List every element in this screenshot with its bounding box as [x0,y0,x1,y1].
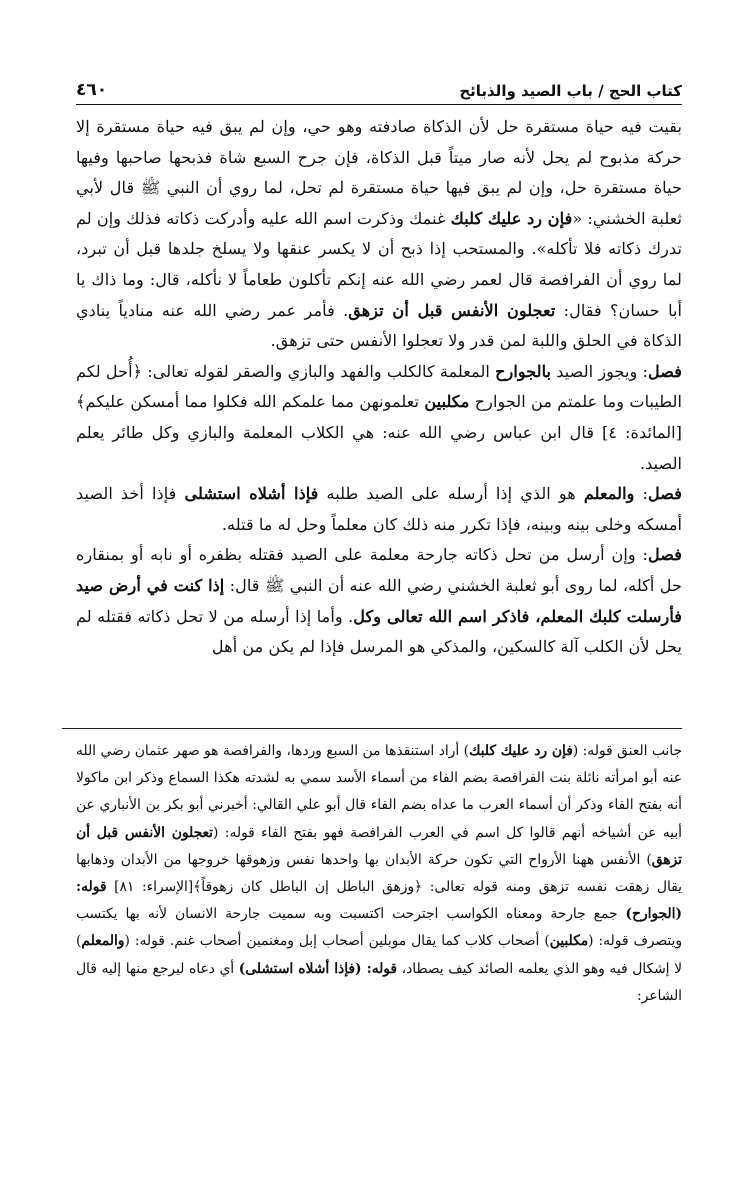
page-header [76,70,682,100]
text-run: ) لا إشكال فيه وهو الذي يعلمه الصائد كيف يصطاد، [76,933,682,977]
paragraph-1 [76,112,682,357]
text-run: . وأما إذا أرسله من لا تحل ذكاته فقتله لم يحل لأن الكلب آلة كالسكين، والمذكي هو المرسل فإذا لم يكن من أهل [76,606,682,657]
bold-quote: فإن رد عليك كلبك [450,208,573,228]
text-run: : وإن أرسل من تحل ذكاته جارحة معلمة على الصيد فقتله بظفره أو نابه أو بمنقاره حل أكله، لما روى أبو ثعلبة الخشني رضي الله عنه أن النبي ﷺ قال: [76,545,682,595]
bold-quote: تعجلون الأنفس قبل أن تزهق [348,300,556,320]
text-run: ) أصحاب كلاب كما يقال موبلين أصحاب إبل ومغنمين أصحاب غنم. قوله: ( [124,933,550,950]
footnote-paragraph [76,738,682,1010]
bold-term: بالجوارح [495,361,552,381]
text-run: فإذا أخذ الصيد أمسكه وخلى بينه وبينه، فإذا تكرر منه ذلك كان معلماً وحل له ما قتله. [76,484,682,534]
bold-term: مكلبين [424,392,470,412]
bold-term: قوله: (الجوارح) [76,879,682,923]
paragraph-4 [76,540,682,662]
bold-term: فإذا أشلاه استشلى [184,484,319,504]
bold-term: مكلبين [549,933,589,950]
section-label: فصل [647,361,682,381]
page-number: ٤٦٠ [76,80,108,100]
text-run: ) أراد استنقذها من السبع وردها، والفرافصة هو صهر عثمان رضي الله عنه أبو امرأته نائلة بنت الفرافصة بضم الفاء من أسماء الأسد سمي به لشدته هكذا السماع وذكر ابن ماكولا أنه بفتح الفاء وذكر أن أسماء العرب ما عداه بضم الفاء قال أبو علي القالي: أخبرني أبو بكر بن الأنباري عن أبيه عن أشياخه أنهم قالوا كل اسم في العرب الفرافصة فهو بفتح الفاء قوله: ( [76,743,682,841]
bold-term: فإن رد عليك كلبك [469,743,573,759]
paragraph-2 [76,357,682,479]
section-label: فصل [647,545,682,565]
text-run: جانب العنق قوله: ( [572,743,682,759]
running-title: كتاب الحج / باب الصيد والذبائح [459,82,682,100]
section-label: فصل [647,484,682,504]
text-run: : [634,484,648,504]
bold-term: والمعلم [583,484,635,504]
header-divider [76,104,682,105]
text-run: بقيت فيه حياة مستقرة حل لأن الذكاة صادفته وهو حي، وإن لم يبق فيه حياة مستقرة إلا حركة مذبوح لم يحل لأنه صار ميتاً قبل الذكاة، فإن جرح السبع شاة فذبحها صاحبها وفيها حياة مستقرة حل، وإن لم يبق فيها حياة مستقرة لم تحل، لما روي أن النبي ﷺ قال لأبي ثعلبة الخشني: « [76,117,682,228]
text-run: أي دعاه ليرجع منها إليه قال الشاعر: [76,960,682,1004]
text-run: . فأمر عمر رضي الله عنه منادياً ينادي الذكاة في الحلق واللبة لمن قدر ولا تعجلوا الأنفس حتى تزهق. [76,300,682,351]
text-run: جمع جارحة ومعناه الكواسب اجترحت اكتسبت وبه سميت جارحة الانسان لأنه بها يكتسب ويتصرف قوله: ( [76,906,682,950]
text-run: : ويجوز الصيد [551,361,648,381]
paragraph-3 [76,479,682,540]
text-run: غنمك وذكرت اسم الله عليه وأدركت ذكاته فذلك وإن لم تدرك ذكاته فلا تأكله». والمستحب إذا ذبح أن لا يكسر عنقها ولا يسلخ جلدها قبل أن تبرد، لما روي أن الفرافصة قال لعمر رضي الله عنه إنكم تأكلون طعاماً لا نأكله، قال: وما ذاك يا أبا حسان؟ فقال: [76,208,683,320]
footnotes [76,738,682,1010]
text-run: هو الذي إذا أرسله على الصيد طلبه [318,484,584,504]
bold-term: والمعلم [81,933,125,950]
bold-quote: إذا كنت في أرض صيد فأرسلت كلبك المعلم، فاذكر اسم الله تعالى وكل [76,575,682,626]
main-text [76,112,682,663]
text-run: المعلمة كالكلب والفهد والبازي والصقر لقوله تعالى: ﴿أُحل لكم الطيبات وما علمتم من الجوارح [76,361,682,412]
text-run: تعلمونهن مما علمكم الله فكلوا مما أمسكن عليكم﴾ [المائدة: ٤] قال ابن عباس رضي الله عنه: هي الكلاب المعلمة والبازي وكل طائر يعلم الصيد. [76,392,682,473]
bold-term: تعجلون الأنفس قبل أن تزهق [76,824,682,868]
footnote-divider [62,728,682,729]
bold-term: قوله: (فإذا أشلاه استشلى) [238,960,398,977]
text-run: ) الأنفس ههنا الأرواح التي تكون حركة الأبدان بها واحدها نفس وزهوقها خروجها من الأبدان وذهابها يقال زهقت نفسه تزهق ومنه قوله تعالى: ﴿وزهق الباطل إن الباطل كان زهوقاً﴾[الإسراء: ٨١] [76,851,682,896]
